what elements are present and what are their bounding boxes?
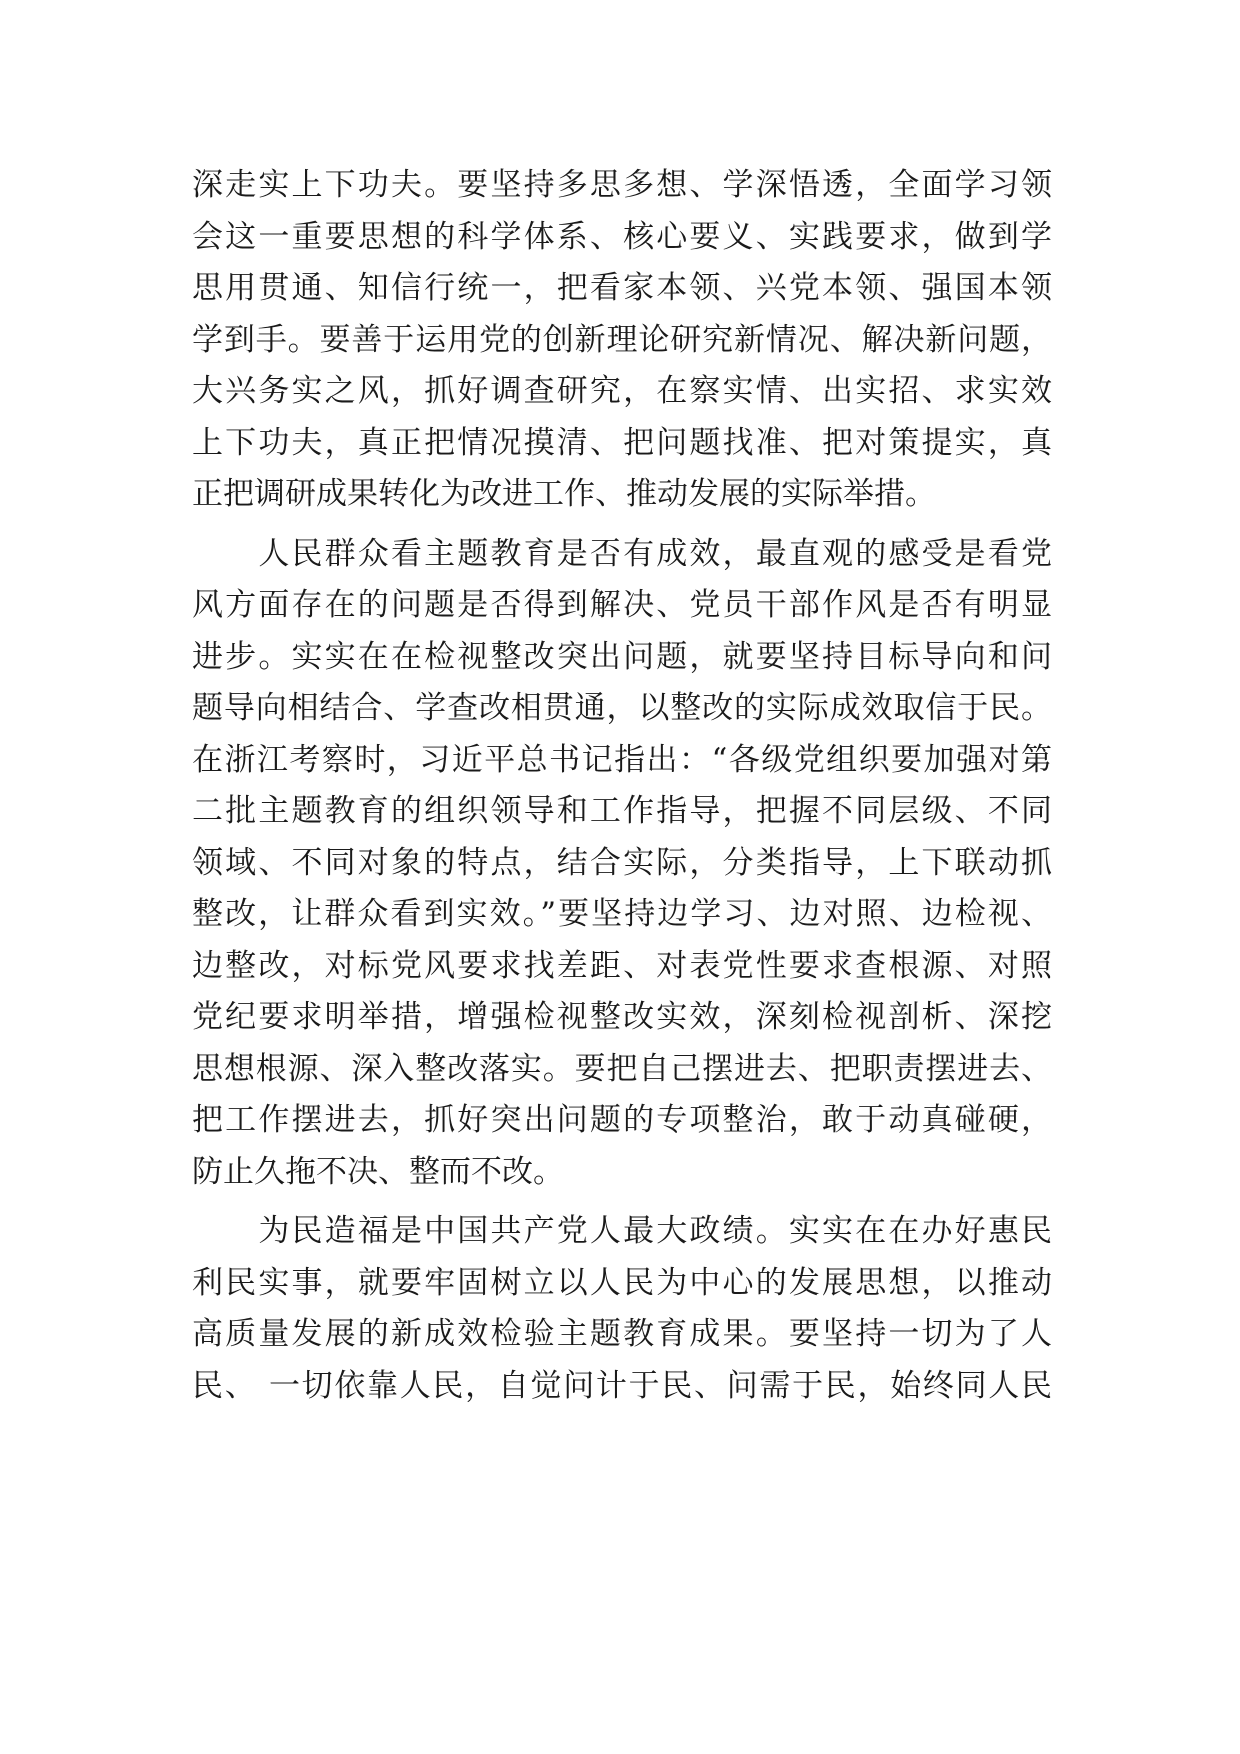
paragraph-2 — [192, 529, 1052, 1199]
text-line: 利民实事，就要牢固树立以人民为中心的发展思想，以推动 — [192, 1264, 1052, 1301]
paragraph-spacer — [192, 521, 1052, 529]
text-line: 二批主题教育的组织领导和工作指导，把握不同层级、不同 — [192, 793, 1052, 829]
document-body — [192, 160, 1052, 1412]
text-line: 边整改，对标党风要求找差距、对表党性要求查根源、对照 — [192, 947, 1052, 984]
text-line: 在浙江考察时，习近平总书记指出：“各级党组织要加强对第 — [192, 741, 1052, 778]
text-line: 高质量发展的新成效检验主题教育成果。要坚持一切为了人 — [192, 1316, 1052, 1352]
paragraph-1 — [192, 160, 1052, 521]
text-line: 深走实上下功夫。要坚持多思多想、学深悟透，全面学习领 — [192, 167, 1052, 203]
text-line: 题导向相结合、学查改相贯通，以整改的实际成效取信于民。 — [192, 690, 1052, 726]
text-line: 整改，让群众看到实效。”要坚持边学习、边对照、边检视、 — [192, 896, 1052, 932]
text-line: 为民造福是中国共产党人最大政绩。实实在在办好惠民 — [192, 1213, 1052, 1249]
text-line: 思想根源、深入整改落实。要把自己摆进去、把职责摆进去、 — [192, 1050, 1052, 1087]
text-line: 防止久拖不决、整而不改。 — [192, 1153, 564, 1190]
text-line: 把工作摆进去，抓好突出问题的专项整治，敢于动真碰硬， — [192, 1102, 1052, 1138]
text-line: 会这一重要思想的科学体系、核心要义、实践要求，做到学 — [192, 218, 1052, 255]
text-line: 风方面存在的问题是否得到解决、党员干部作风是否有明显 — [192, 587, 1052, 623]
text-line: 大兴务实之风，抓好调查研究，在察实情、出实招、求实效 — [192, 373, 1052, 409]
text-line: 学到手。要善于运用党的创新理论研究新情况、解决新问题， — [192, 321, 1052, 358]
text-line: 领域、不同对象的特点，结合实际，分类指导，上下联动抓 — [192, 844, 1052, 881]
text-line: 上下功夫，真正把情况摸清、把问题找准、把对策提实，真 — [192, 424, 1052, 461]
text-line: 进步。实实在在检视整改突出问题，就要坚持目标导向和问 — [192, 638, 1052, 675]
text-line: 思用贯通、知信行统一，把看家本领、兴党本领、强国本领 — [192, 270, 1052, 306]
text-line: 正把调研成果转化为改进工作、推动发展的实际举措。 — [192, 476, 936, 512]
text-line: 民、 一切依靠人民，自觉问计于民、问需于民，始终同人民 — [192, 1367, 1052, 1404]
text-line: 人民群众看主题教育是否有成效，最直观的感受是看党 — [192, 535, 1052, 572]
paragraph-3 — [192, 1206, 1052, 1412]
text-line: 党纪要求明举措，增强检视整改实效，深刻检视剖析、深挖 — [192, 999, 1052, 1035]
paragraph-spacer — [192, 1198, 1052, 1206]
